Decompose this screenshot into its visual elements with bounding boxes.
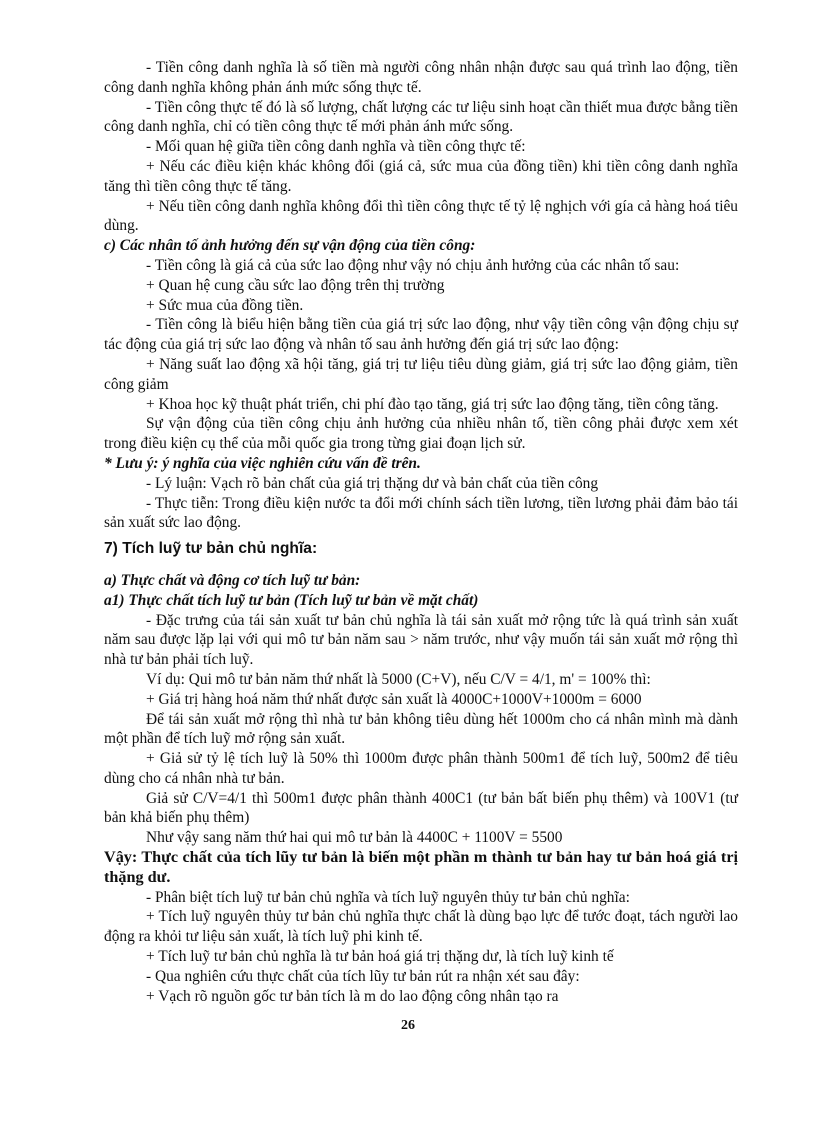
paragraph-theory: - Lý luận: Vạch rõ bản chất của giá trị thặng dư và bản chất của tiền công — [146, 474, 599, 492]
paragraph-wage-movement: Sự vận động của tiền công chịu ảnh hưởng của nhiều nhân tố, tiền công phải được xem xét trong điều kiện cụ thể của mỗi quốc gia trong từng giai đoạn lịch sử. — [104, 415, 738, 453]
paragraph-condition-1: + Nếu các điều kiện khác không đổi (giá cả, sức mua của đồng tiền) khi tiền công danh nghĩa tăng thì tiền công thực tế tăng. — [104, 157, 738, 195]
paragraph-supply-demand: + Quan hệ cung cầu sức lao động trên thị trường — [146, 276, 445, 294]
paragraph-technology: + Khoa học kỹ thuật phát triển, chi phí đào tạo tăng, giá trị sức lao động tăng, tiền công tăng. — [146, 395, 719, 413]
paragraph-origin: + Vạch rõ nguồn gốc tư bản tích là m do lao động công nhân tạo ra — [146, 987, 559, 1005]
page-number: 26 — [401, 1018, 415, 1033]
paragraph-wage-expression: - Tiền công là biểu hiện bằng tiền của giá trị sức lao động, như vậy tiền công vận động chịu sự tác động của giá trị sức lao động và nhân tố sau ảnh hưởng đến giá trị sức lao động: — [104, 316, 738, 354]
paragraph-nominal-wage: - Tiền công danh nghĩa là số tiền mà người công nhân nhận được sau quá trình lao động, tiền công danh nghĩa không phản ánh mức sống thực tế. — [104, 59, 738, 96]
paragraph-wage-price: - Tiền công là giá cả của sức lao động như vậy nó chịu ảnh hưởng của các nhân tố sau: — [146, 256, 680, 274]
paragraph-relationship: - Mối quan hệ giữa tiền công danh nghĩa và tiền công thực tế: — [146, 138, 526, 156]
paragraph-reproduction: - Đặc trưng của tái sản xuất tư bản chủ nghĩa là tái sản xuất mở rộng tức là quá trình sản xuất năm sau được lặp lại với qui mô tư bản năm sau > năm trước, như vậy muốn tái sản xuất mở rộng thì nhà tư bản phải tích luỹ. — [104, 611, 738, 669]
paragraph-condition-2: + Nếu tiền công danh nghĩa không đổi thì tiền công thực tế tỷ lệ nghịch với gía cả hàng hoá tiêu dùng. — [104, 197, 738, 235]
heading-factors: c) Các nhân tố ảnh hưởng đến sự vận động của tiền công: — [104, 237, 476, 255]
paragraph-expand-production: Để tái sản xuất mở rộng thì nhà tư bản không tiêu dùng hết 1000m cho cá nhân mình mà dành một phần để tích luỹ mở rộng sản xuất. — [104, 710, 738, 748]
paragraph-capitalist-accumulation: + Tích luỹ tư bản chủ nghĩa là tư bản hoá giá trị thặng dư, là tích luỹ kinh tế — [146, 948, 614, 966]
heading-essence: a1) Thực chất tích luỹ tư bản (Tích luỹ tư bản về mặt chất) — [104, 591, 479, 609]
heading-note: * Lưu ý: ý nghĩa của việc nghiên cứu vấn đề trên. — [104, 454, 421, 472]
heading-essence-motive: a) Thực chất và động cơ tích luỹ tư bản: — [104, 571, 361, 589]
paragraph-productivity: + Năng suất lao động xã hội tăng, giá trị tư liệu tiêu dùng giảm, giá trị sức lao động giảm, tiền công giảm — [104, 355, 738, 393]
paragraph-purchasing-power: + Sức mua của đồng tiền. — [146, 296, 304, 314]
paragraph-primitive-accumulation: + Tích luỹ nguyên thủy tư bản chủ nghĩa thực chất là dùng bạo lực để tước đoạt, tách người lao động ra khỏi tư liệu sản xuất, là tích luỹ phi kinh tế. — [104, 908, 738, 946]
paragraph-capital-split: Giả sử C/V=4/1 thì 500m1 được phân thành 400C1 (tư bản bất biến phụ thêm) và 100V1 (tư bản khả biến phụ thêm) — [104, 789, 738, 827]
paragraph-example: Ví dụ: Qui mô tư bản năm thứ nhất là 5000 (C+V), nếu C/V = 4/1, m' = 100% thì: — [146, 670, 651, 688]
paragraph-accumulation-rate: + Giả sử tỷ lệ tích luỹ là 50% thì 1000m được phân thành 500m1 để tích luỹ, 500m2 để tiêu dùng cho cá nhân nhà tư bản. — [104, 750, 738, 787]
section-title-accumulation: 7) Tích luỹ tư bản chủ nghĩa: — [104, 540, 318, 558]
document-page — [104, 58, 738, 1006]
paragraph-distinguish: - Phân biệt tích luỹ tư bản chủ nghĩa và tích luỹ nguyên thủy tư bản chủ nghĩa: — [146, 888, 630, 906]
paragraph-commodity-value: + Giá trị hàng hoá năm thứ nhất được sản xuất là 4000C+1000V+1000m = 6000 — [146, 690, 642, 708]
paragraph-observations: - Qua nghiên cứu thực chất của tích lũy tư bản rút ra nhận xét sau đây: — [146, 967, 580, 985]
conclusion-statement: Vậy: Thực chất của tích lũy tư bản là biến một phần m thành tư bản hay tư bản hoá giá trị thặng dư. — [104, 848, 738, 886]
paragraph-second-year: Như vậy sang năm thứ hai qui mô tư bản là 4400C + 1100V = 5500 — [146, 829, 563, 847]
paragraph-practice: - Thực tiễn: Trong điều kiện nước ta đổi mới chính sách tiền lương, tiền lương phải đảm bảo tái sản xuất sức lao động. — [104, 494, 738, 532]
paragraph-real-wage: - Tiền công thực tế đó là số lượng, chất lượng các tư liệu sinh hoạt cần thiết mua được bằng tiền công danh nghĩa, chỉ có tiền công thực tế mới phản ánh mức sống. — [104, 98, 738, 136]
